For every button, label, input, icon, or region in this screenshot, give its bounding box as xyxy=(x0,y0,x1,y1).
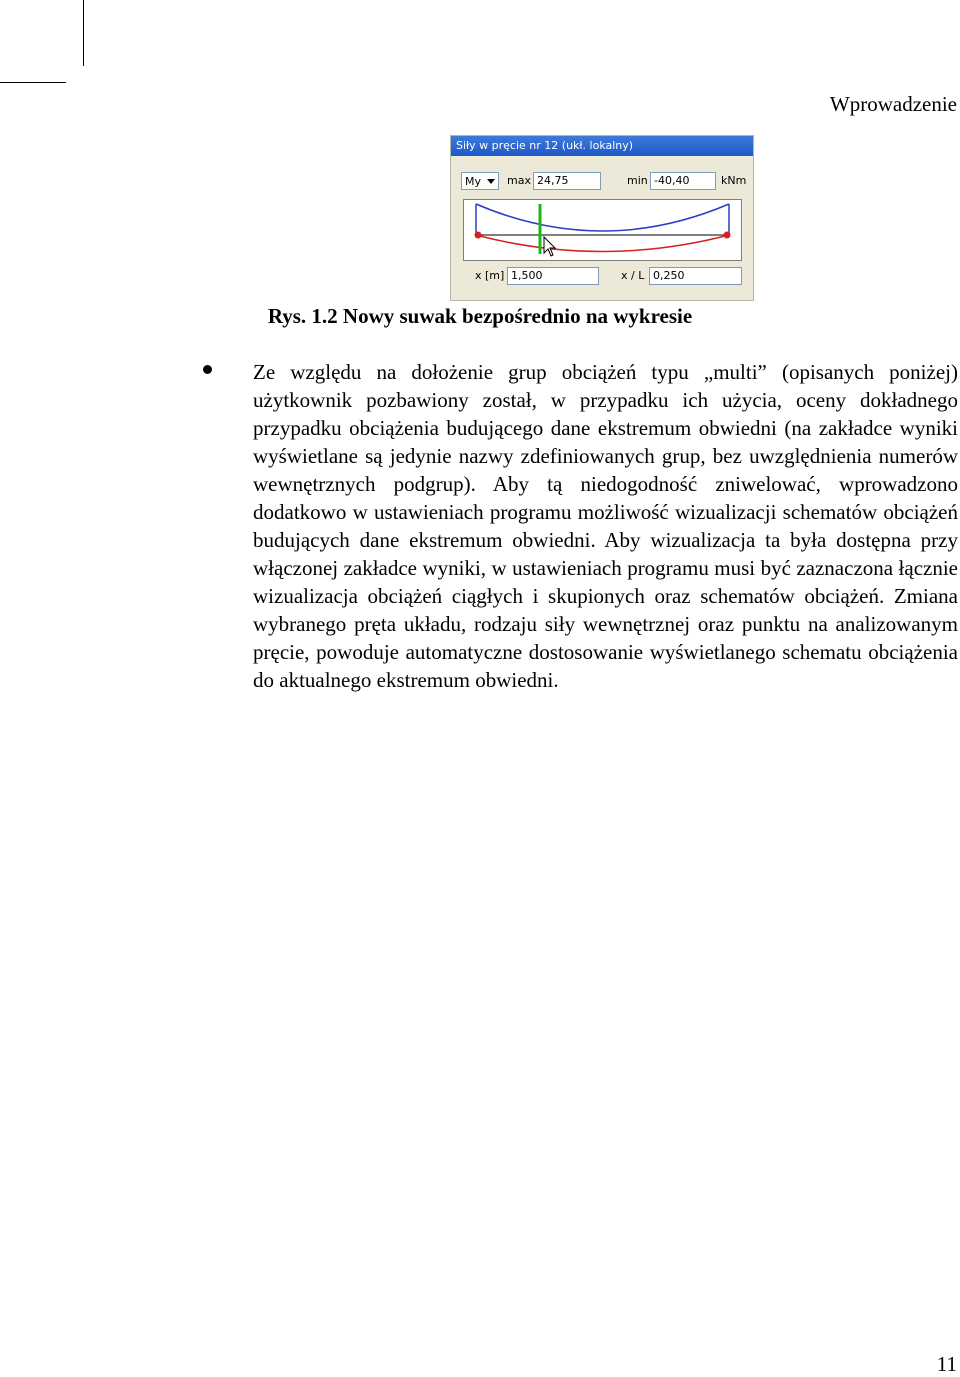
component-value: My xyxy=(465,175,482,188)
lower-curve xyxy=(476,235,729,252)
dropdown-arrow-icon[interactable] xyxy=(487,179,495,184)
page-number: 11 xyxy=(936,1352,957,1376)
min-field[interactable]: -40,40 xyxy=(650,172,716,190)
x-field[interactable]: 1,500 xyxy=(507,267,599,285)
internal-forces-panel xyxy=(450,135,754,301)
node-right xyxy=(724,232,731,239)
position-row xyxy=(451,267,753,287)
xl-label: x / L xyxy=(621,269,645,282)
unit-label: kNm xyxy=(721,174,747,187)
crop-mark-horizontal xyxy=(0,82,66,83)
min-label: min xyxy=(627,174,648,187)
cursor-icon xyxy=(544,237,555,256)
minmax-row xyxy=(451,172,753,192)
body-paragraph: Ze względu na dołożenie grup obciążeń typu „multi” (opisanych poniżej) użytkownik pozbawiony został, w przypadku ich użycia, oceny dokładnego przypadku obciążenia budującego dane ekstremum obwiedni (na zakładce wyniki wyświetlane są jedynie nazwy zdefiniowanych grup, bez uwzględnienia numerów wewnętrznych podgrup). Aby tą niedogodność zniwelować, wprowadzono dodatkowo w ustawieniach programu możliwość wizualizacji schematów obciążeń budujących dane ekstremum obwiedni. Aby wizualizacja ta była dostępna przy włączonej zakładce wyniki, w ustawieniach programu musi być zaznaczona łącznie wizualizacja obciążeń ciągłych i skupionych oraz schematów obciążeń. Zmiana wybranego pręta układu, rodzaju siły wewnętrznej oraz punktu na analizowanym pręcie, powoduje automatyczne dostosowanie wyświetlanego schematu obciążenia do aktualnego ekstremum obwiedni. xyxy=(253,360,958,692)
max-field[interactable]: 24,75 xyxy=(533,172,601,190)
panel-title: Siły w pręcie nr 12 (ukł. lokalny) xyxy=(451,136,753,156)
upper-curve xyxy=(476,204,729,231)
moment-diagram[interactable] xyxy=(463,199,742,261)
x-label: x [m] xyxy=(475,269,505,282)
component-select[interactable] xyxy=(461,172,499,190)
max-label: max xyxy=(507,174,531,187)
diagram-svg xyxy=(464,200,741,260)
figure-caption: Rys. 1.2 Nowy suwak bezpośrednio na wykresie xyxy=(267,304,693,328)
running-header: Wprowadzenie xyxy=(829,92,957,116)
crop-mark-vertical xyxy=(83,0,84,66)
bullet-icon xyxy=(203,365,212,374)
xl-field[interactable]: 0,250 xyxy=(649,267,742,285)
node-left xyxy=(475,232,482,239)
